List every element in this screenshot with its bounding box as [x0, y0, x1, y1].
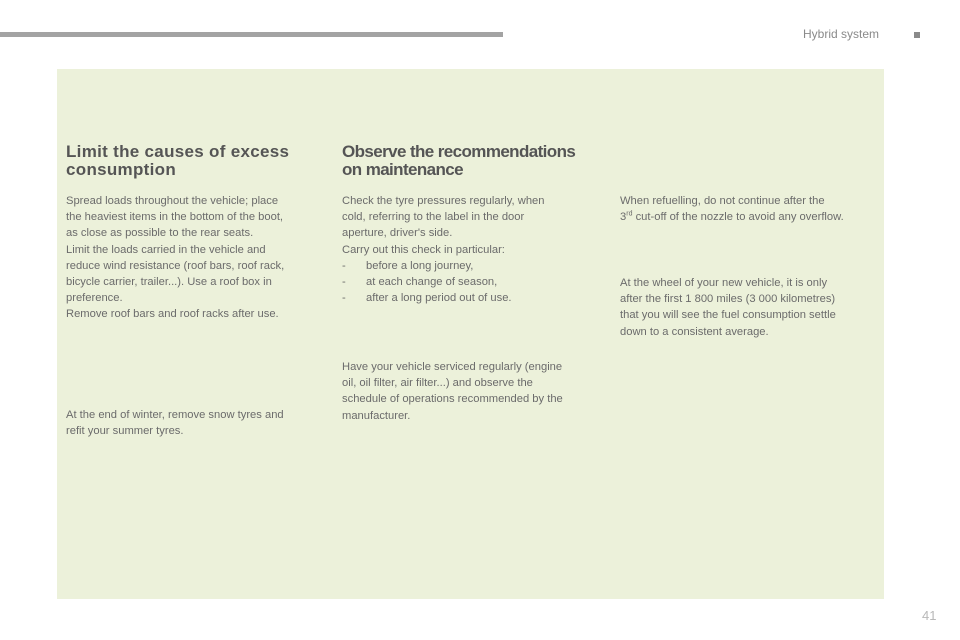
text-line: the heaviest items in the bottom of the boot,	[66, 211, 284, 224]
text-line: Check the tyre pressures regularly, when	[342, 195, 545, 207]
list-item	[342, 290, 592, 306]
section-marker	[914, 32, 920, 38]
list-item-text: before a long journey,	[366, 259, 474, 272]
paragraph-new-vehicle	[620, 275, 870, 340]
page-number: 41	[922, 608, 937, 623]
ordinal-suffix: rd	[626, 210, 633, 218]
paragraph-tyre-pressure	[342, 193, 592, 306]
paragraph-servicing	[342, 359, 592, 424]
text-line: When refuelling, do not continue after the	[620, 195, 825, 207]
section-title: Hybrid system	[803, 27, 880, 41]
text-line-rest: cut-off of the nozzle to avoid any overflow.	[632, 211, 844, 224]
heading-maintenance	[342, 143, 612, 179]
ordinal-number: 3	[620, 211, 627, 224]
text-line	[620, 209, 870, 225]
bullet-dash: -	[342, 276, 346, 289]
list-item	[342, 258, 592, 274]
heading-excess-consumption	[66, 143, 326, 179]
text-line: bicycle carrier, trailer...). Use a roof box in	[66, 276, 272, 289]
text-line: aperture, driver's side.	[342, 227, 453, 240]
text-line: Remove roof bars and roof racks after use.	[66, 308, 279, 321]
bullet-dash: -	[342, 259, 346, 272]
text-line: schedule of operations recommended by the	[342, 393, 563, 406]
text-line: oil, oil filter, air filter...) and observe the	[342, 377, 533, 390]
text-line: after the first 1 800 miles (3 000 kilometres)	[620, 293, 836, 306]
heading-line: Observe the recommendations	[342, 142, 576, 161]
text-line: refit your summer tyres.	[66, 425, 184, 438]
list-item-text: at each change of season,	[366, 276, 498, 289]
paragraph-refuelling	[620, 193, 870, 225]
text-line: At the end of winter, remove snow tyres and	[66, 409, 284, 421]
text-line: cold, referring to the label in the door	[342, 211, 525, 224]
paragraph-snow-tyres	[66, 407, 316, 439]
text-line: as close as possible to the rear seats.	[66, 227, 254, 240]
text-line: At the wheel of your new vehicle, it is only	[620, 277, 828, 289]
list-item-text: after a long period out of use.	[366, 292, 512, 305]
text-line: preference.	[66, 292, 123, 305]
text-line: manufacturer.	[342, 409, 411, 422]
heading-line: Limit the causes of excess	[66, 142, 290, 161]
list-item	[342, 274, 592, 290]
text-line: Spread loads throughout the vehicle; place	[66, 195, 279, 207]
text-line: that you will see the fuel consumption settle	[620, 309, 836, 322]
heading-line: consumption	[66, 160, 177, 179]
heading-line: on maintenance	[342, 160, 464, 179]
bullet-dash: -	[342, 292, 346, 305]
header-rule	[0, 32, 503, 37]
paragraph-loads	[66, 193, 316, 323]
text-line: reduce wind resistance (roof bars, roof rack,	[66, 259, 285, 272]
text-line: Limit the loads carried in the vehicle and	[66, 243, 266, 256]
text-line: down to a consistent average.	[620, 325, 769, 338]
text-line: Carry out this check in particular:	[342, 243, 505, 256]
text-line: Have your vehicle serviced regularly (engine	[342, 361, 563, 373]
